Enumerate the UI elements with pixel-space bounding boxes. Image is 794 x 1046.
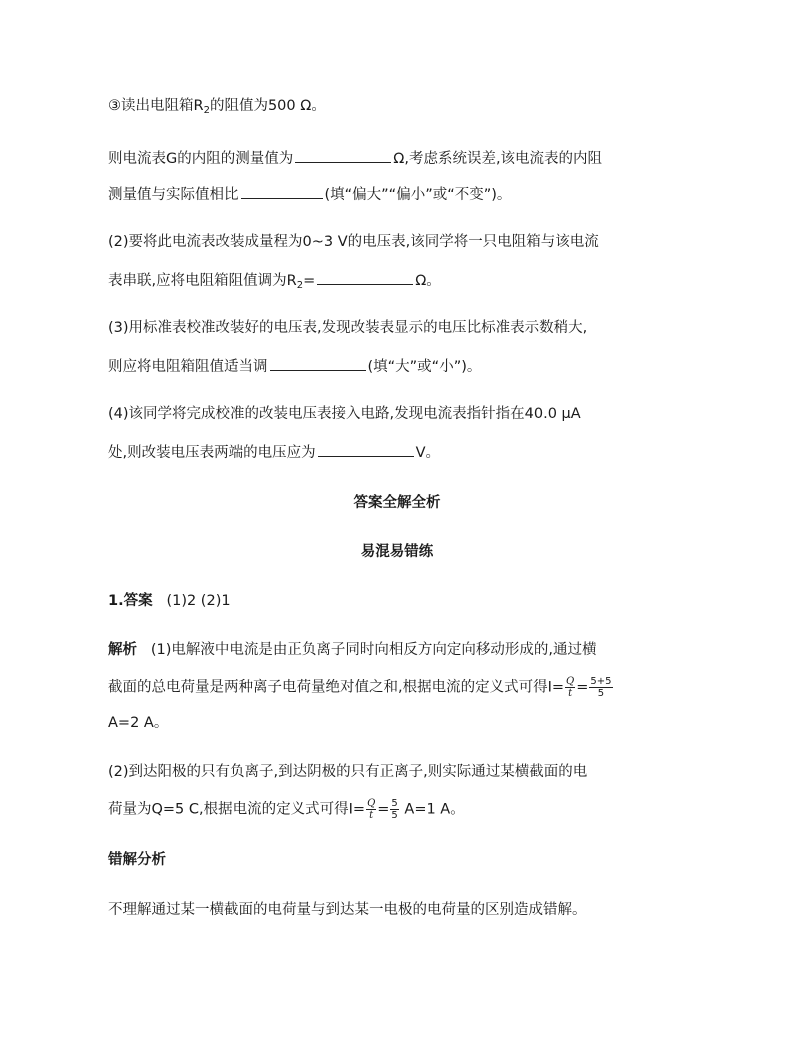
- q1-measure-line-2: 测量值与实际值相比 (填“偏大”“偏小”或“不变”)。: [108, 182, 511, 205]
- error-title: 错解分析: [108, 852, 166, 868]
- q2-line-1: (2)要将此电流表改装成量程为0~3 V的电压表,该同学将一只电阻箱与该电流: [108, 234, 599, 250]
- analysis-label: 解析: [108, 642, 137, 658]
- error-text: 不理解通过某一横截面的电荷量与到达某一电极的电荷量的区别造成错解。: [108, 902, 587, 918]
- q2-line-2: 表串联,应将电阻箱阻值调为$R_2= \Omega$。: [108, 268, 441, 296]
- subscript: 2: [203, 105, 210, 116]
- answer-blank: [270, 354, 366, 371]
- answer-blank: [295, 146, 391, 163]
- fraction-q-over-t: $\frac{Q}{t}$: [367, 798, 376, 821]
- section-title: 易混易错练: [360, 544, 434, 560]
- answer-text: (1)2 (2)1: [166, 593, 231, 609]
- fraction-q-over-t: $\frac{Q}{t}$: [566, 676, 575, 699]
- q1-measure-line-1: 则电流表G的内阻的测量值为 Ω,考虑系统误差,该电流表的内阻: [108, 146, 602, 169]
- answer-blank: [318, 440, 414, 457]
- answer-1-line: [108, 591, 231, 611]
- answer-blank: [317, 268, 413, 285]
- answer-blank: [241, 182, 323, 199]
- fraction-five-over-five: $\frac{5}{5}$: [391, 798, 398, 821]
- fraction-sum: $\frac{5+5}{5}$: [590, 676, 612, 699]
- q4-line-1: (4)该同学将完成校准的改装电压表接入电路,发现电流表指针指在40.0 μA: [108, 406, 581, 422]
- analysis-line-4: (2)到达阳极的只有负离子,到达阴极的只有正离子,则实际通过某横截面的电: [108, 764, 588, 780]
- step-3-text: ③读出电阻箱R: [108, 98, 204, 114]
- answer-label: 1.答案: [108, 593, 153, 609]
- analysis-line-5: 荷量为Q=5 C,根据电流的定义式可得I= $\frac{Q}{t}$ = $\frac{5}{5}$ A=1 A。: [108, 798, 465, 821]
- q3-line-1: (3)用标准表校准改装好的电压表,发现改装表显示的电压比标准表示数稍大,: [108, 320, 588, 336]
- analysis-line-2: 截面的总电荷量是两种离子电荷量绝对值之和,根据电流的定义式可得I= $\frac{Q}{t}$ = $\frac{5+5}{5}$: [108, 676, 612, 699]
- q3-line-2: 则应将电阻箱阻值适当调 (填“大”或“小”)。: [108, 354, 481, 377]
- step-3-line: [108, 96, 326, 121]
- analysis-line-1: 解析 (1)电解液中电流是由正负离子同时向相反方向定向移动形成的,通过横: [108, 642, 597, 658]
- q4-line-2: 处,则改装电压表两端的电压应为 V。: [108, 440, 440, 463]
- step-3-text-end: 的阻值为500 Ω。: [209, 98, 326, 114]
- analysis-line-3: A=2 A。: [108, 715, 169, 731]
- answer-title: 答案全解全析: [353, 495, 441, 511]
